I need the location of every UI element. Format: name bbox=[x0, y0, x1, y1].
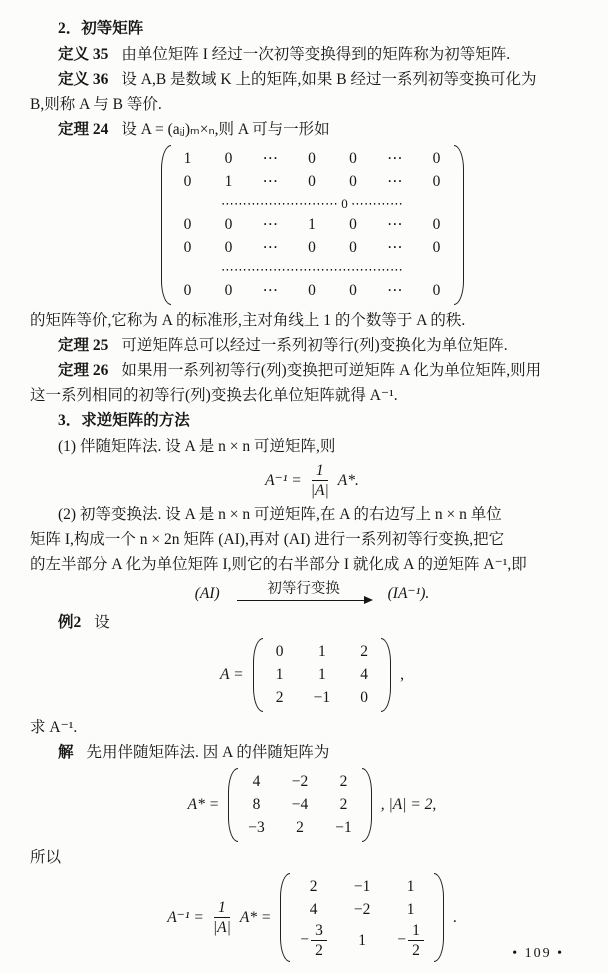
solution-line bbox=[30, 740, 594, 765]
definition-36-label: 定义 36 bbox=[58, 71, 109, 88]
inverse-formula-lhs: A⁻¹ = bbox=[265, 472, 302, 489]
right-paren bbox=[434, 873, 444, 962]
adjugate-matrix bbox=[228, 768, 372, 842]
page-number: • 109 • bbox=[512, 946, 564, 961]
theorem-26-continuation: 这一系列相同的初等行(列)变换去化单位矩阵就得 A⁻¹. bbox=[30, 387, 398, 404]
theorem-25 bbox=[30, 333, 594, 358]
adjugate-tail: , |A| = 2, bbox=[380, 796, 437, 813]
example-2-label: 例2 bbox=[58, 614, 82, 631]
left-paren bbox=[280, 873, 290, 962]
final-tail: . bbox=[452, 908, 457, 926]
theorem-26-text: 如果用一系列初等行(列)变换把可逆矩阵 A 化为单位矩阵,则用 bbox=[121, 362, 542, 379]
arrow-label: 初等行变换 bbox=[267, 581, 340, 597]
therefore-line: 所以 bbox=[30, 849, 62, 866]
right-paren bbox=[362, 768, 372, 842]
left-paren bbox=[253, 638, 263, 712]
final-mid: A* = bbox=[239, 908, 272, 926]
matrix-a-display bbox=[30, 638, 594, 712]
left-paren bbox=[228, 768, 238, 842]
right-paren bbox=[381, 638, 391, 712]
inverse-formula-display bbox=[30, 462, 594, 499]
methods-heading: 3．求逆矩阵的方法 bbox=[58, 412, 190, 429]
adjugate-grid: 4 −2 2 8 −4 2 −3 2 −1 bbox=[248, 773, 352, 836]
inverse-result-matrix bbox=[280, 873, 444, 962]
definition-36 bbox=[30, 67, 594, 92]
adjugate-lhs: A* = bbox=[187, 796, 220, 813]
definition-36-continuation: B,则称 A 与 B 等价. bbox=[30, 96, 162, 113]
theorem-26 bbox=[30, 358, 594, 383]
standard-form-matrix bbox=[161, 145, 464, 305]
inverse-formula-rhs: A*. bbox=[337, 471, 359, 489]
section-heading: 2．初等矩阵 bbox=[58, 20, 144, 37]
theorem-24-label: 定理 24 bbox=[58, 121, 109, 138]
arrow-formula-rhs: (IA⁻¹). bbox=[387, 585, 430, 602]
fraction-numerator: 1 bbox=[312, 462, 328, 481]
inverse-result-grid: 2 −1 1 4 −2 1 − $\frac{3}{2}$ 1 − $\frac{1}{2}$ bbox=[290, 873, 434, 962]
definition-35-label: 定义 35 bbox=[58, 46, 109, 63]
final-lhs: A⁻¹ = bbox=[167, 909, 204, 926]
adjugate-display bbox=[30, 768, 594, 842]
theorem-25-text: 可逆矩阵总可以经过一系列初等行(列)变换化为单位矩阵. bbox=[121, 337, 508, 354]
solution-label: 解 bbox=[58, 744, 74, 761]
fraction-denominator: |A| bbox=[212, 919, 231, 936]
fraction-denominator: |A| bbox=[310, 482, 329, 499]
final-result-display bbox=[30, 873, 594, 962]
right-arrow-icon bbox=[237, 600, 371, 601]
definition-35-text: 由单位矩阵 I 经过一次初等变换得到的矩阵称为初等矩阵. bbox=[121, 46, 511, 63]
matrix-a-tail: , bbox=[400, 666, 404, 683]
method-2-line-2: 矩阵 I,构成一个 n × 2n 矩阵 (AI),再对 (AI) 进行一系列初等行变换,把它 bbox=[30, 531, 505, 548]
example-2 bbox=[30, 610, 594, 635]
theorem-25-label: 定理 25 bbox=[58, 337, 109, 354]
matrix-a bbox=[253, 638, 392, 712]
inverse-formula-fraction bbox=[311, 462, 329, 499]
method-2-line-1: (2) 初等变换法. 设 A 是 n × n 可逆矩阵,在 A 的右边写上 n × n 单位 bbox=[58, 506, 502, 523]
arrow-formula-lhs: (AI) bbox=[194, 584, 220, 602]
method-1-adjugate: (1) 伴随矩阵法. 设 A 是 n × n 可逆矩阵,则 bbox=[58, 438, 336, 455]
arrow-formula-display bbox=[30, 580, 594, 607]
matrix-a-grid: 0 1 2 1 1 4 2 −1 0 bbox=[275, 643, 368, 706]
want-line: 求 A⁻¹. bbox=[30, 719, 78, 736]
solution-text: 先用伴随矩阵法. 因 A 的伴随矩阵为 bbox=[86, 744, 330, 761]
definition-35 bbox=[30, 42, 594, 67]
transform-arrow bbox=[237, 580, 371, 607]
standard-form-grid: 1 0 ⋯ 0 0 ⋯ 0 0 1 ⋯ 0 0 ⋯ 0 ⋯⋯⋯⋯⋯⋯⋯⋯⋯ 0 ⋯⋯⋯⋯ 0 0 ⋯ 1 0 ⋯ 0 0 0 ⋯ 0 0 ⋯ 0 ⋯⋯⋯⋯⋯⋯⋯⋯⋯⋯⋯⋯⋯⋯ 0 0 ⋯ 0 0 ⋯ 0 bbox=[183, 150, 441, 299]
example-2-text: 设 bbox=[94, 614, 110, 631]
final-fraction bbox=[213, 899, 231, 936]
method-2-line-3: 的左半部分 A 化为单位矩阵 I,则它的右半部分 I 就化成 A 的逆矩阵 A⁻¹,即 bbox=[30, 556, 527, 573]
fraction-numerator: 1 bbox=[214, 899, 230, 918]
matrix-a-lhs: A = bbox=[220, 666, 244, 683]
theorem-26-label: 定理 26 bbox=[58, 362, 109, 379]
right-paren bbox=[454, 145, 464, 305]
standard-form-tail: 的矩阵等价,它称为 A 的标准形,主对角线上 1 的个数等于 A 的秩. bbox=[30, 312, 466, 329]
definition-36-text: 设 A,B 是数域 K 上的矩阵,如果 B 经过一系列初等变换可化为 bbox=[121, 71, 537, 88]
left-paren bbox=[161, 145, 171, 305]
standard-form-display bbox=[30, 145, 594, 305]
theorem-24 bbox=[30, 117, 594, 142]
theorem-24-text: 设 A = (aᵢⱼ)ₘ×ₙ,则 A 可与一形如 bbox=[121, 121, 330, 138]
